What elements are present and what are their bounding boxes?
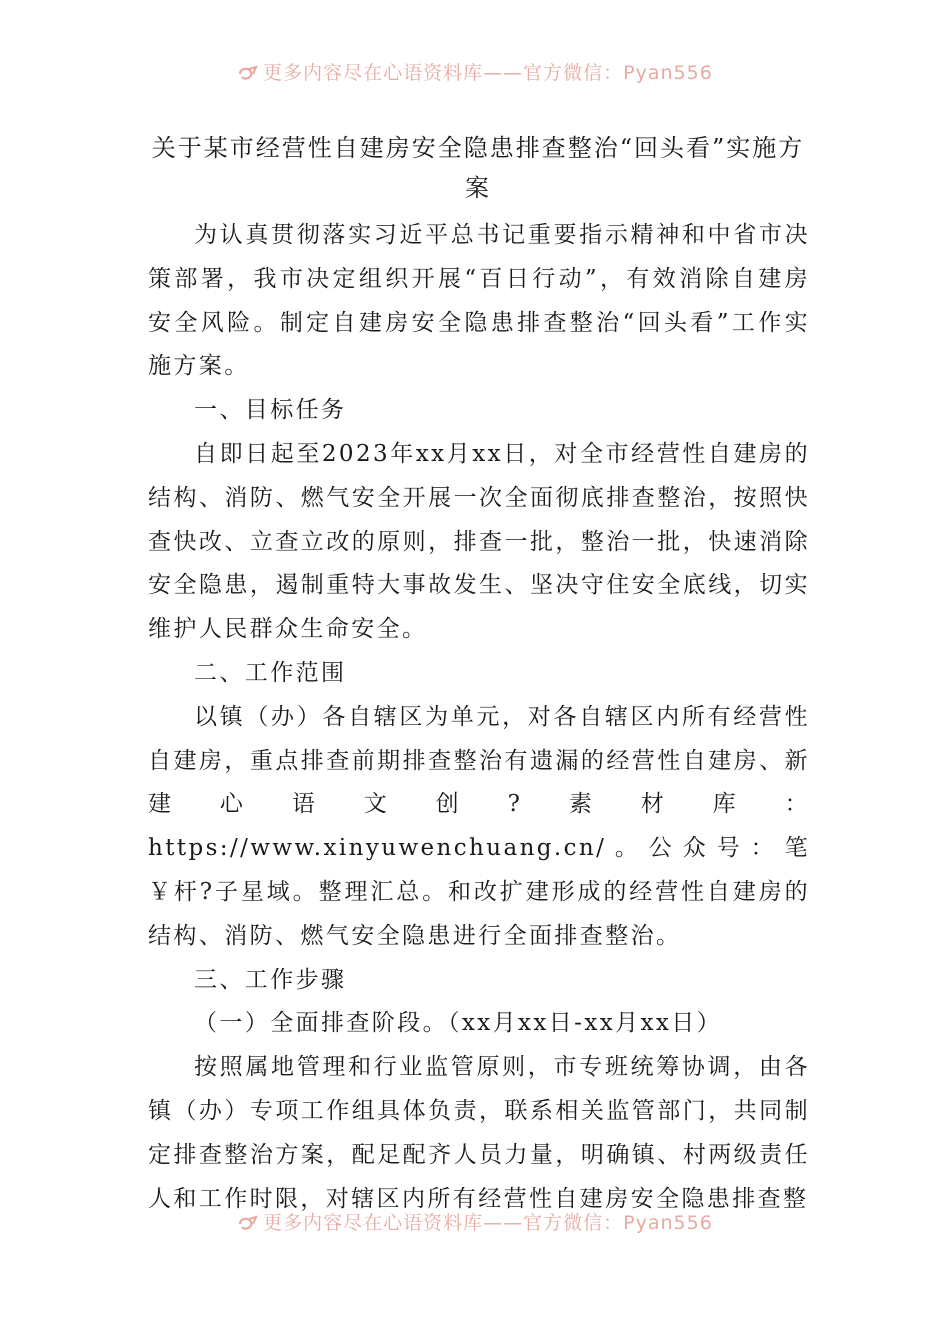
scope-paragraph: 以镇（办）各自辖区为单元，对各自辖区内所有经营性自建房，重点排查前期排查整治有遗漏的经营性自建房、新建心语文创?素材库：https://www.xinyuwenchuang.cn/。公众号：笔￥杆?子星域。整理汇总。和改扩建形成的经营性自建房的结构、消防、燃气安全隐患进行全面排查整治。 xyxy=(148,703,810,949)
footer-watermark xyxy=(0,1208,950,1234)
watermark-logo-icon xyxy=(237,1215,259,1233)
footer-watermark-text: 更多内容尽在心语资料库——官方微信：Pyan556 xyxy=(263,1212,713,1234)
document-title: 关于某市经营性自建房安全隐患排查整治“回头看”实施方案 xyxy=(151,134,805,202)
section-heading-scope: 二、工作范围 xyxy=(194,659,347,686)
document-body xyxy=(148,214,810,1221)
header-watermark xyxy=(0,58,950,84)
intro-paragraph: 为认真贯彻落实习近平总书记重要指示精神和中省市决策部署，我市决定组织开展“百日行动”，有效消除自建房安全风险。制定自建房安全隐患排查整治“回头看”工作实施方案。 xyxy=(148,222,810,380)
header-watermark-text: 更多内容尽在心语资料库——官方微信：Pyan556 xyxy=(263,62,713,84)
section-heading-goals: 一、目标任务 xyxy=(194,397,347,424)
watermark-logo-icon xyxy=(237,65,259,83)
section-heading-steps: 三、工作步骤 xyxy=(194,966,347,993)
inspection-paragraph: 按照属地管理和行业监管原则，市专班统筹协调，由各镇（办）专项工作组具体负责，联系相关监管部门，共同制定排查整治方案，配足配齐人员力量，明确镇、村两级责任人和工作时限，对辖区内所有经营性自建房安全隐患排查整 xyxy=(148,1054,810,1212)
goals-paragraph: 自即日起至2023年xx月xx日，对全市经营性自建房的结构、消防、燃气安全开展一次全面彻底排查整治，按照快查快改、立查立改的原则，排查一批，整治一批，快速消除安全隐患，遏制重特大事故发生、坚决守住安全底线，切实维护人民群众生命安全。 xyxy=(148,440,810,643)
subsection-heading-inspection: （一）全面排查阶段。（xx月xx日-xx月xx日） xyxy=(194,1010,723,1037)
